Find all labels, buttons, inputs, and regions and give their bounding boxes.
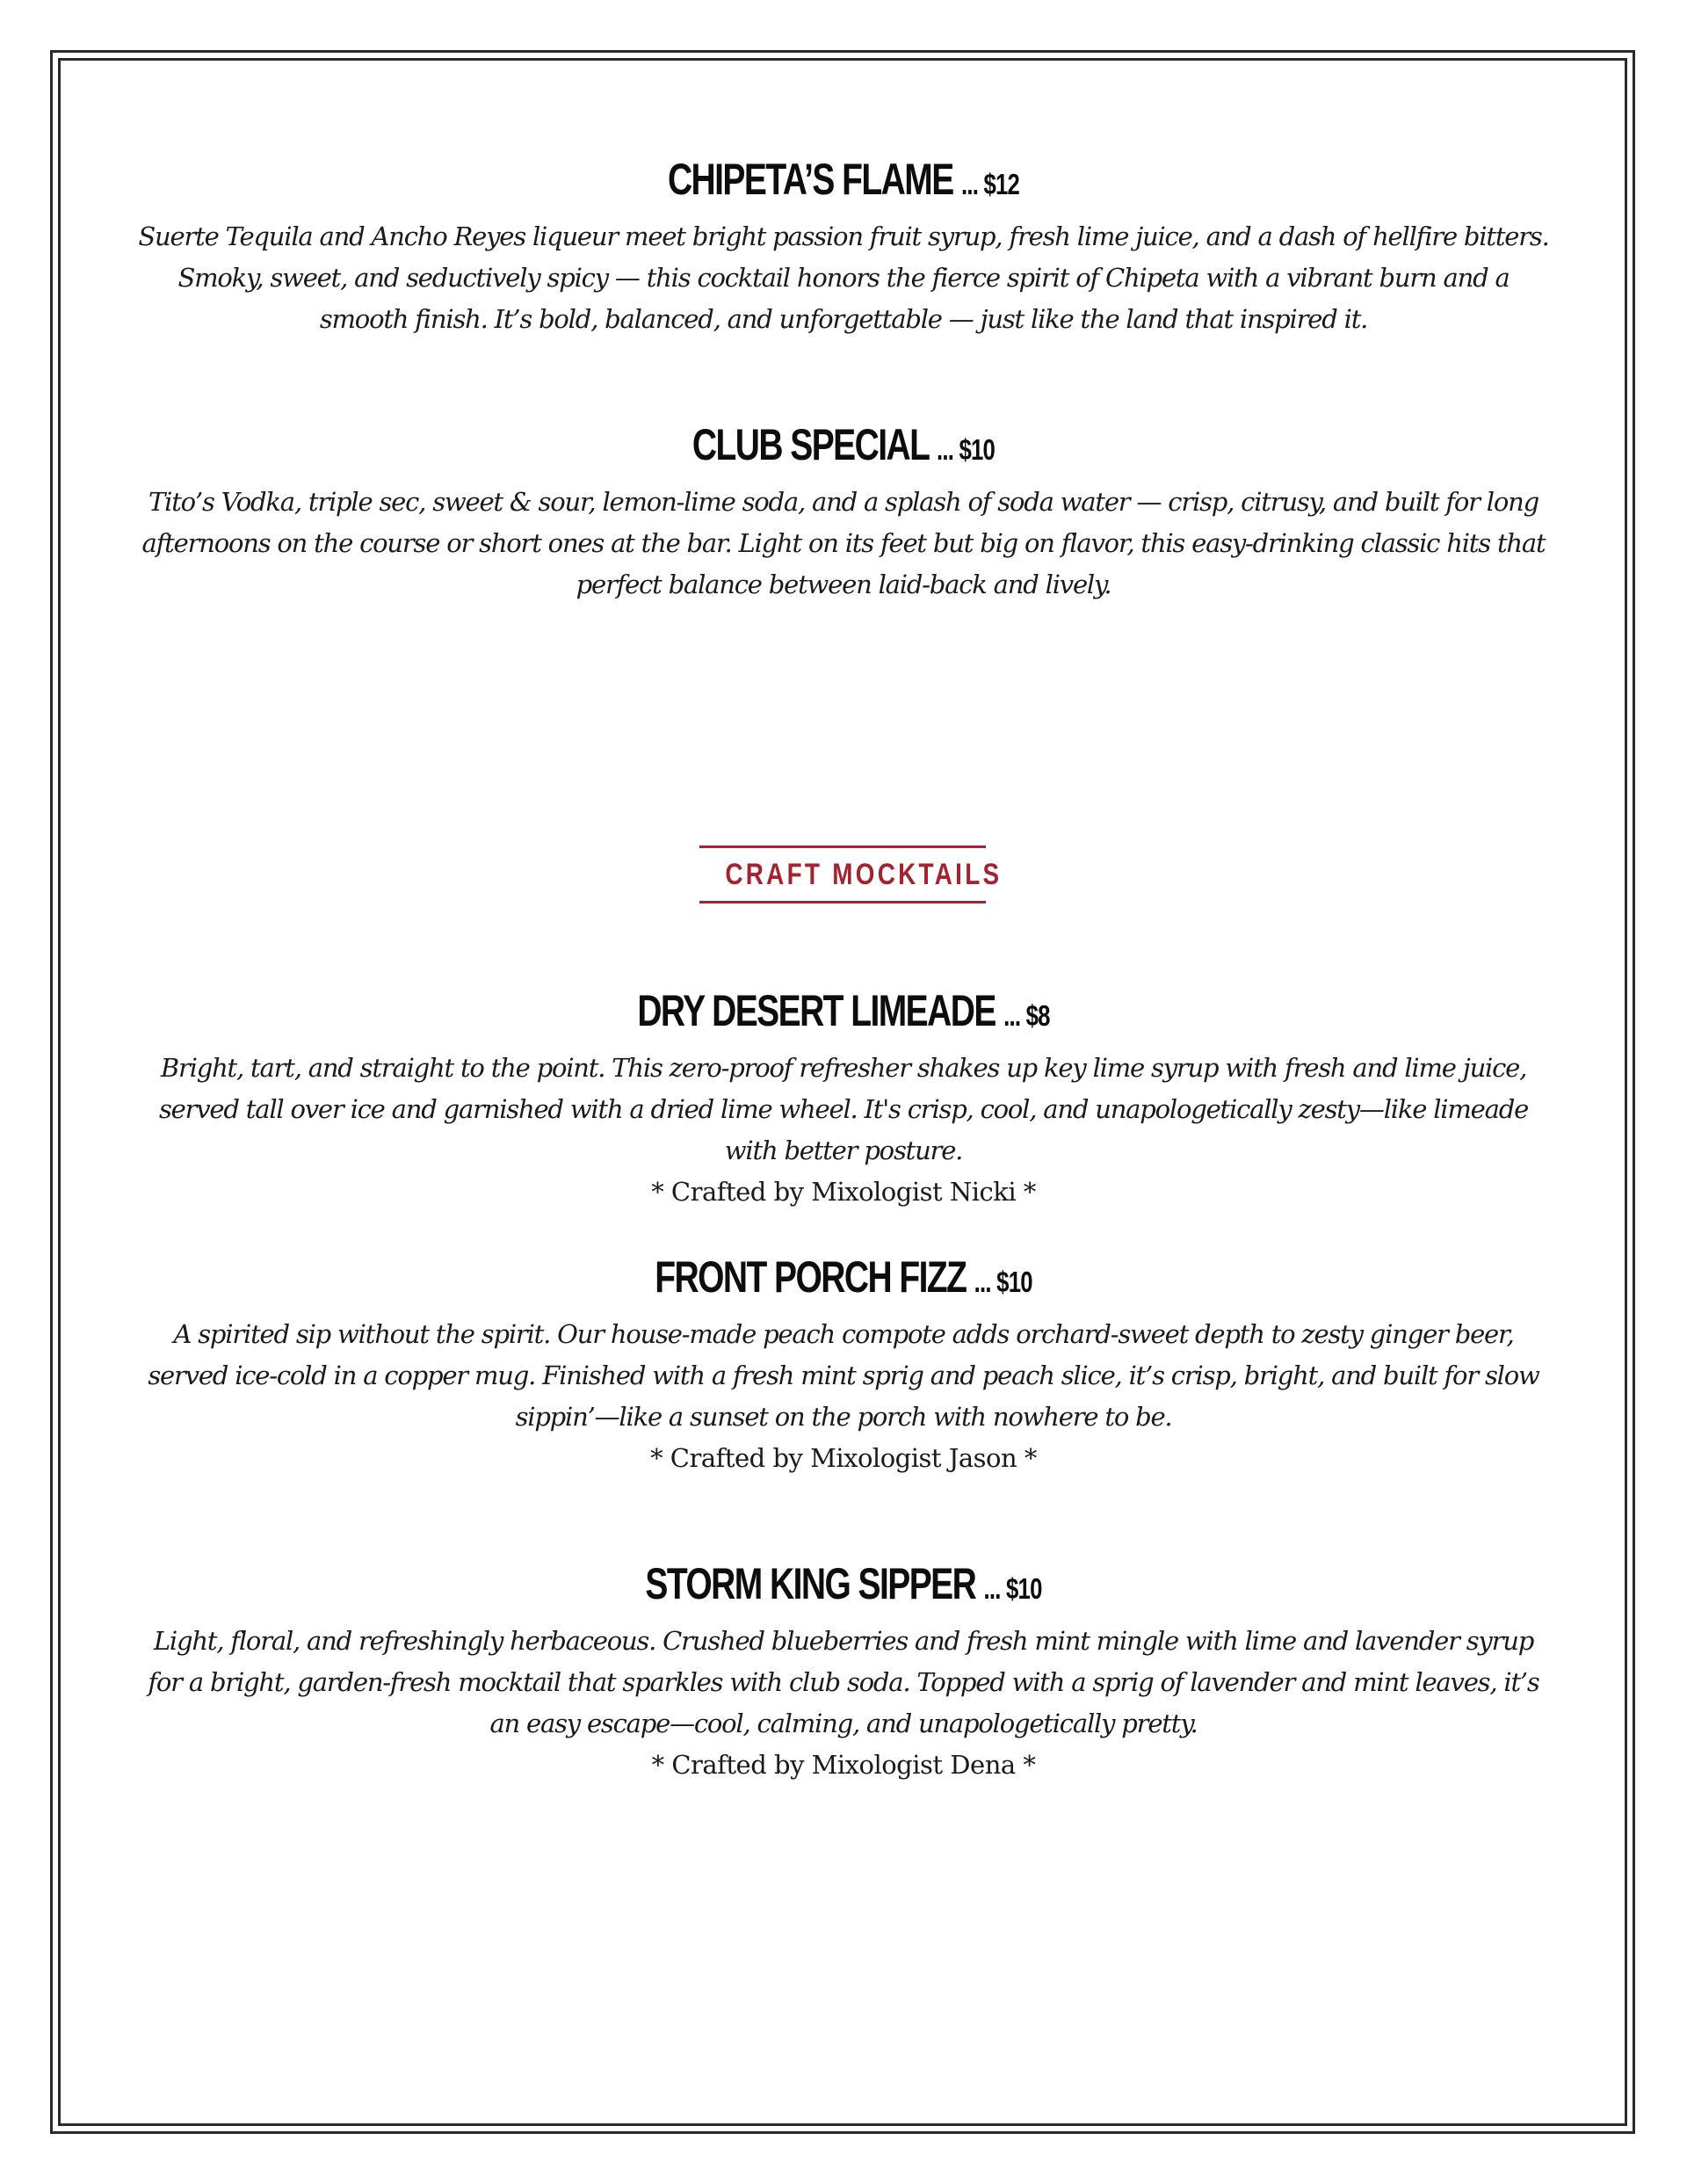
menu-item-name: CHIPETA’S FLAME xyxy=(667,155,953,204)
menu-item-name: DRY DESERT LIMEADE xyxy=(637,986,996,1035)
menu-item-dry-desert-limeade xyxy=(123,984,1564,1213)
menu-item-price: ... $10 xyxy=(974,1266,1032,1298)
menu-item-title xyxy=(281,153,1405,211)
menu-item-title xyxy=(281,984,1405,1042)
section-heading-label: CRAFT MOCKTAILS xyxy=(725,858,1003,891)
menu-item-credit: * Crafted by Mixologist Dena * xyxy=(651,1750,1036,1780)
menu-item-front-porch-fizz xyxy=(123,1251,1564,1479)
menu-item-description: Tito’s Vodka, triple sec, sweet & sour, lemon-lime soda, and a splash of soda water — crisp, citrusy, and built for long afternoons on the course or short ones at the bar. Light on its feet but big on flavor, this easy-drinking classic hits that perfect balance between laid-back and lively. xyxy=(141,487,1546,599)
menu-item-price: ... $8 xyxy=(1003,999,1050,1032)
menu-item-title xyxy=(281,1557,1405,1615)
menu-item-credit: * Crafted by Mixologist Nicki * xyxy=(651,1177,1036,1207)
menu-item-name: STORM KING SIPPER xyxy=(645,1559,976,1608)
section-heading-craft-mocktails xyxy=(699,845,1003,903)
menu-item-description: A spirited sip without the spirit. Our house-made peach compote adds orchard-sweet depth to zesty ginger beer, served ice-cold in a copper mug. Finished with a fresh mint sprig and peach slice, it’s crisp, bright, and built for slow sippin’—like a sunset on the porch with nowhere to be. xyxy=(148,1319,1539,1432)
menu-item-title xyxy=(281,1251,1405,1309)
menu-item-description: Suerte Tequila and Ancho Reyes liqueur meet bright passion fruit syrup, fresh lime juice, and a dash of hellfire bitters. Smoky, sweet, and seductively spicy — this cocktail honors the fierce spirit of Chipeta with a vibrant burn and a smooth finish. It’s bold, balanced, and unforgettable — just like the land that inspired it. xyxy=(138,221,1549,334)
menu-item-description: Light, floral, and refreshingly herbaceous. Crushed blueberries and fresh mint mingle with lime and lavender syrup for a bright, garden-fresh mocktail that sparkles with club soda. Topped with a sprig of lavender and mint leaves, it’s an easy escape—cool, calming, and unapologetically pretty. xyxy=(148,1626,1539,1738)
menu-item-credit: * Crafted by Mixologist Jason * xyxy=(650,1443,1037,1473)
menu-item-name: CLUB SPECIAL xyxy=(691,420,929,469)
menu-item-price: ... $12 xyxy=(960,168,1020,200)
menu-item-description: Bright, tart, and straight to the point. This zero-proof refresher shakes up key lime syrup with fresh and lime juice, served tall over ice and garnished with a dried lime wheel. It's crisp, cool, and unapologetically zesty—like limeade with better posture. xyxy=(158,1053,1529,1165)
menu-item-club-special xyxy=(123,418,1564,606)
menu-item-name: FRONT PORCH FIZZ xyxy=(655,1252,967,1302)
menu-item-price: ... $10 xyxy=(983,1572,1042,1605)
menu-item-price: ... $10 xyxy=(936,433,996,466)
menu-item-title xyxy=(281,418,1405,476)
menu-item-storm-king-sipper xyxy=(123,1557,1564,1786)
menu-item-chipetas-flame xyxy=(123,153,1564,340)
